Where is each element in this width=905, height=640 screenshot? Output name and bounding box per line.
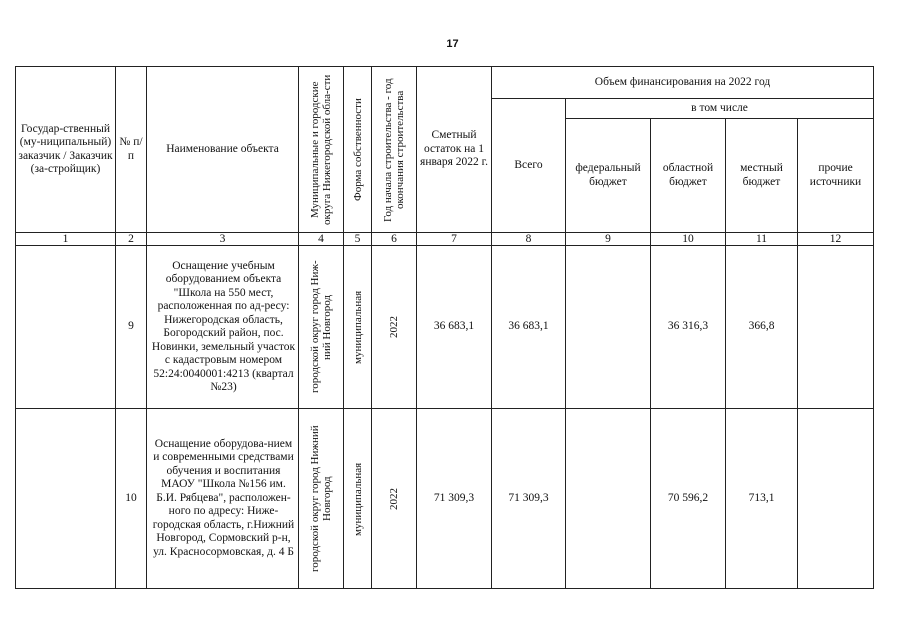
row-municipality	[299, 246, 344, 409]
row-municipality	[299, 409, 344, 589]
header-including: в том числе	[566, 99, 874, 119]
header-regional: областной бюджет	[651, 119, 726, 233]
column-number: 10	[651, 233, 726, 246]
header-federal: федеральный бюджет	[566, 119, 651, 233]
row-other	[798, 246, 874, 409]
row-years-text: 2022	[388, 316, 400, 338]
header-total: Всего	[492, 99, 566, 233]
header-other: прочие источники	[798, 119, 874, 233]
column-number: 2	[116, 233, 147, 246]
row-federal	[566, 409, 651, 589]
column-number: 5	[344, 233, 372, 246]
header-funding-title: Объем финансирования на 2022 год	[492, 67, 874, 99]
header-years	[372, 67, 417, 233]
column-number: 6	[372, 233, 417, 246]
header-customer: Государ-ственный (му-ниципальный) заказчик / Заказчик (за-стройщик)	[16, 67, 116, 233]
header-local: местный бюджет	[726, 119, 798, 233]
header-num: № п/п	[116, 67, 147, 233]
column-number: 7	[417, 233, 492, 246]
column-number: 11	[726, 233, 798, 246]
row-municipality-text: городской округ город Ниж-ний Новгород	[309, 260, 333, 394]
row-local: 366,8	[726, 246, 798, 409]
column-number: 12	[798, 233, 874, 246]
row-num: 10	[116, 409, 147, 589]
row-object-name: Оснащение учебным оборудованием объекта "Школа на 550 мест, расположенная по ад-ресу: Нижегородская область, Богородский район, пос. Новинки, земельный участок с кадастровым номером 52:24:0040001:4213 (квартал №23)	[147, 246, 299, 409]
table-row	[16, 246, 874, 409]
header-years-text: Год начала строительства - год окончания строительства	[382, 77, 406, 222]
row-object-name: Оснащение оборудова-нием и современными средствами обучения и воспитания МАОУ "Школа №156 им. Б.И. Рябцева", расположен-ного по адресу: Ниже-городская область, г.Нижний Новгород, Сормовский р-н, ул. Красносормовская, д. 4 Б	[147, 409, 299, 589]
column-number-row	[16, 233, 874, 246]
row-regional: 70 596,2	[651, 409, 726, 589]
row-ownership	[344, 246, 372, 409]
row-municipality-text: городской округ город Нижний Новгород	[309, 425, 333, 572]
header-ownership	[344, 67, 372, 233]
row-ownership	[344, 409, 372, 589]
row-total: 71 309,3	[492, 409, 566, 589]
header-municipality-text: Муниципальные и городские округа Нижегородской обла-сти	[309, 74, 333, 225]
column-number: 1	[16, 233, 116, 246]
row-years-text: 2022	[388, 487, 400, 510]
column-number: 9	[566, 233, 651, 246]
row-local: 713,1	[726, 409, 798, 589]
page-number: 17	[446, 38, 459, 50]
column-number: 4	[299, 233, 344, 246]
header-object-name: Наименование объекта	[147, 67, 299, 233]
row-total: 36 683,1	[492, 246, 566, 409]
funding-table	[15, 66, 874, 589]
row-other	[798, 409, 874, 589]
column-number: 3	[147, 233, 299, 246]
row-estimate: 36 683,1	[417, 246, 492, 409]
row-federal	[566, 246, 651, 409]
row-customer	[16, 409, 116, 589]
row-regional: 36 316,3	[651, 246, 726, 409]
row-customer	[16, 246, 116, 409]
header-municipality	[299, 67, 344, 233]
row-years	[372, 409, 417, 589]
row-ownership-text: муниципальная	[351, 290, 364, 364]
column-number: 8	[492, 233, 566, 246]
row-ownership-text: муниципальная	[351, 461, 364, 536]
table-row	[16, 409, 874, 589]
row-num: 9	[116, 246, 147, 409]
row-estimate: 71 309,3	[417, 409, 492, 589]
header-estimate: Сметный остаток на 1 января 2022 г.	[417, 67, 492, 233]
header-ownership-text: Форма собственности	[351, 98, 364, 201]
row-years	[372, 246, 417, 409]
